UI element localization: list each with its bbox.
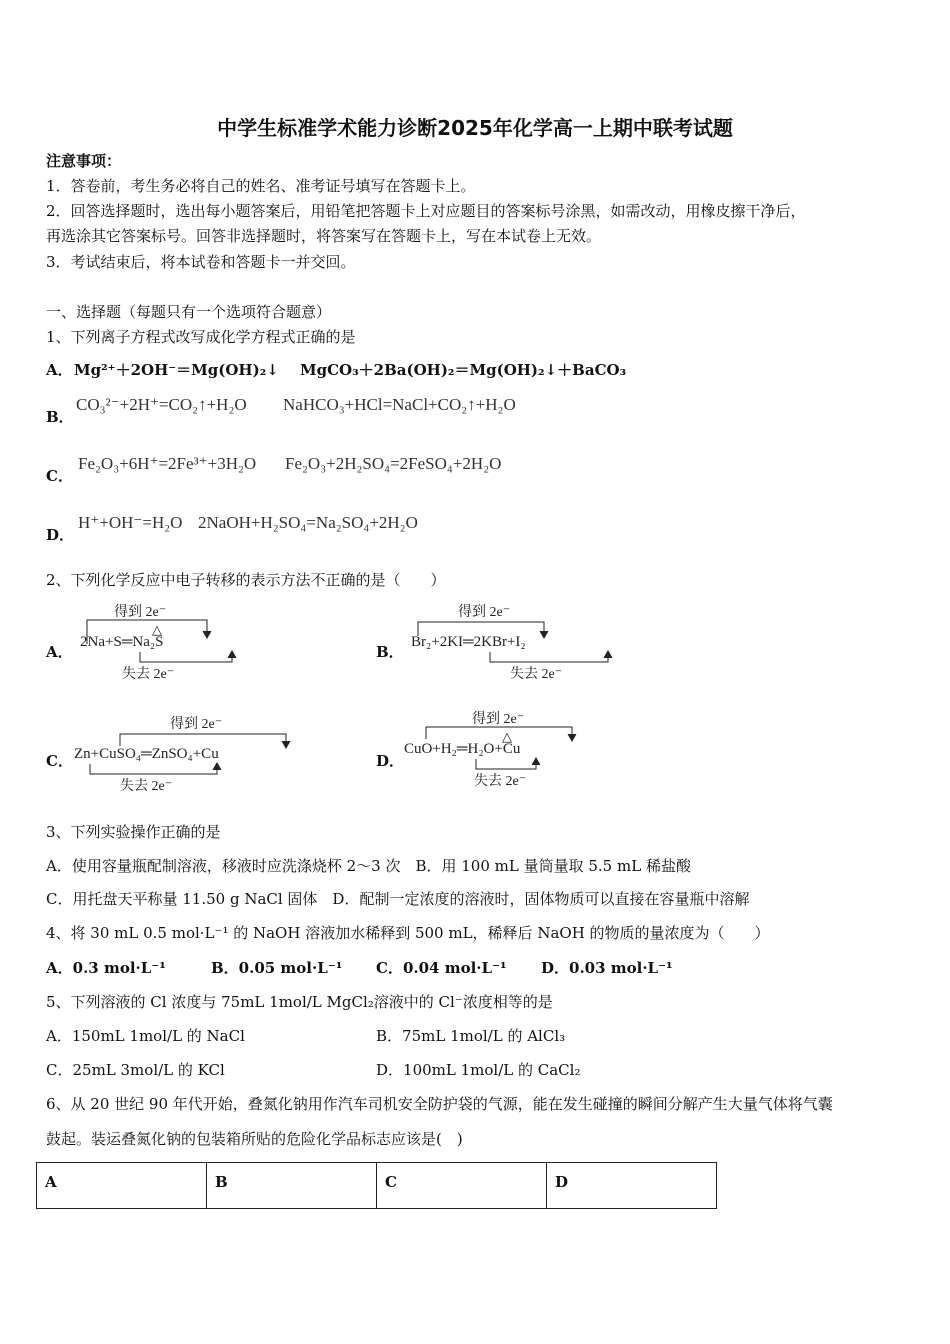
notice-heading: 注意事项： xyxy=(46,152,122,170)
q2-option-c-diagram xyxy=(72,712,312,794)
equation-text: 2Na+S═Na₂S xyxy=(80,634,164,650)
heat-symbol: △ xyxy=(502,729,512,744)
gain-electrons-label: 得到 2e⁻ xyxy=(472,712,525,727)
q2-option-a-label: A． xyxy=(46,643,73,661)
table-cell-a: A xyxy=(37,1163,207,1209)
question-1-stem: 1、下列离子方程式改写成化学方程式正确的是 xyxy=(46,328,356,346)
table-cell-c: C xyxy=(377,1163,547,1209)
q1-option-c-ionic: Fe₂O₃+6H⁺=2Fe³⁺+3H₂O xyxy=(78,454,257,473)
q2-option-b-diagram xyxy=(408,600,628,682)
gain-electrons-label: 得到 2e⁻ xyxy=(458,605,511,620)
q1-option-b-molecular: NaHCO₃+HCl=NaCl+CO₂↑+H₂O xyxy=(283,395,516,414)
q1-option-c-label: C． xyxy=(46,467,73,485)
q5-option-a: A．150mL 1mol/L 的 NaCl xyxy=(46,1027,245,1045)
notice-item: 2．回答选择题时，选出每小题答案后，用铅笔把答题卡上对应题目的答案标号涂黑，如需改动，用橡皮擦干净后， xyxy=(46,202,806,220)
notice-item: 1．答卷前，考生务必将自己的姓名、准考证号填写在答题卡上。 xyxy=(46,177,476,195)
q2-option-b-label: B． xyxy=(376,643,404,661)
q1-option-a-label: A． xyxy=(46,361,73,379)
q2-option-d-label: D． xyxy=(376,752,405,770)
lose-electrons-label: 失去 2e⁻ xyxy=(474,774,527,789)
q1-option-d-ionic: H⁺+OH⁻=H₂O xyxy=(78,513,183,532)
q1-option-c-molecular: Fe₂O₃+2H₂SO₄=2FeSO₄+2H₂O xyxy=(285,454,502,473)
lose-electrons-label: 失去 2e⁻ xyxy=(122,667,175,682)
q4-option-a: A．0.3 mol·L⁻¹ xyxy=(46,959,166,977)
q4-option-d: D．0.03 mol·L⁻¹ xyxy=(541,959,673,977)
heat-symbol: △ xyxy=(152,622,162,637)
q1-option-d-molecular: 2NaOH+H₂SO₄=Na₂SO₄+2H₂O xyxy=(198,513,418,532)
q1-option-b-label: B． xyxy=(46,408,74,426)
q3-options-line: A．使用容量瓶配制溶液，移液时应洗涤烧杯 2～3 次 B．用 100 mL 量筒量取 5.5 mL 稀盐酸 xyxy=(46,857,691,875)
q1-option-a-ionic: Mg²⁺＋2OH⁻＝Mg(OH)₂↓ xyxy=(74,361,279,379)
question-5-stem: 5、下列溶液的 Cl 浓度与 75mL 1mol/L MgCl₂溶液中的 Cl⁻浓度相等的是 xyxy=(46,993,553,1011)
table-cell-b: B xyxy=(207,1163,377,1209)
equation-text: Br₂+2KI═2KBr+I₂ xyxy=(411,634,526,650)
table-cell-d: D xyxy=(547,1163,717,1209)
q3-options-line: C．用托盘天平称量 11.50 g NaCl 固体 D．配制一定浓度的溶液时，固体物质可以直接在容量瓶中溶解 xyxy=(46,890,750,908)
question-6-stem-cont: 鼓起。装运叠氮化钠的包装箱所贴的危险化学品标志应该是( ) xyxy=(46,1130,463,1148)
q4-option-c: C．0.04 mol·L⁻¹ xyxy=(376,959,507,977)
question-4-stem: 4、将 30 mL 0.5 mol·L⁻¹ 的 NaOH 溶液加水稀释到 500 mL，稀释后 NaOH 的物质的量浓度为（ ） xyxy=(46,924,770,942)
notice-item: 再选涂其它答案标号。回答非选择题时，将答案写在答题卡上，写在本试卷上无效。 xyxy=(46,227,602,245)
q5-option-c: C．25mL 3mol/L 的 KCl xyxy=(46,1061,225,1079)
page-title: 中学生标准学术能力诊断2025年化学高一上期中联考试题 xyxy=(217,116,733,140)
notice-item: 3．考试结束后，将本试卷和答题卡一并交回。 xyxy=(46,253,356,271)
lose-electrons-label: 失去 2e⁻ xyxy=(120,779,173,794)
equation-text: Zn+CuSO₄═ZnSO₄+Cu xyxy=(74,746,219,762)
question-6-stem: 6、从 20 世纪 90 年代开始，叠氮化钠用作汽车司机安全防护袋的气源，能在发生碰撞的瞬间分解产生大量气体将气囊 xyxy=(46,1095,833,1113)
hazard-symbol-table xyxy=(36,1162,717,1209)
question-3-stem: 3、下列实验操作正确的是 xyxy=(46,823,221,841)
q1-option-a-molecular: MgCO₃＋2Ba(OH)₂＝Mg(OH)₂↓＋BaCO₃ xyxy=(300,361,627,379)
equation-text: CuO+H₂═H₂O+Cu xyxy=(404,741,521,757)
q2-option-c-label: C． xyxy=(46,752,73,770)
lose-electrons-label: 失去 2e⁻ xyxy=(510,667,563,682)
q4-option-b: B．0.05 mol·L⁻¹ xyxy=(211,959,343,977)
q5-option-b: B．75mL 1mol/L 的 AlCl₃ xyxy=(376,1027,566,1045)
gain-electrons-label: 得到 2e⁻ xyxy=(114,605,167,620)
q2-option-d-diagram xyxy=(402,705,622,790)
q5-option-d: D．100mL 1mol/L 的 CaCl₂ xyxy=(376,1061,581,1079)
q1-option-b-ionic: CO₃²⁻+2H⁺=CO₂↑+H₂O xyxy=(76,395,247,414)
section-heading: 一、选择题（每题只有一个选项符合题意） xyxy=(46,303,332,321)
question-2-stem: 2、下列化学反应中电子转移的表示方法不正确的是（ ） xyxy=(46,571,446,589)
gain-electrons-label: 得到 2e⁻ xyxy=(170,717,223,732)
q1-option-d-label: D． xyxy=(46,526,75,544)
q2-option-a-diagram xyxy=(72,600,272,682)
